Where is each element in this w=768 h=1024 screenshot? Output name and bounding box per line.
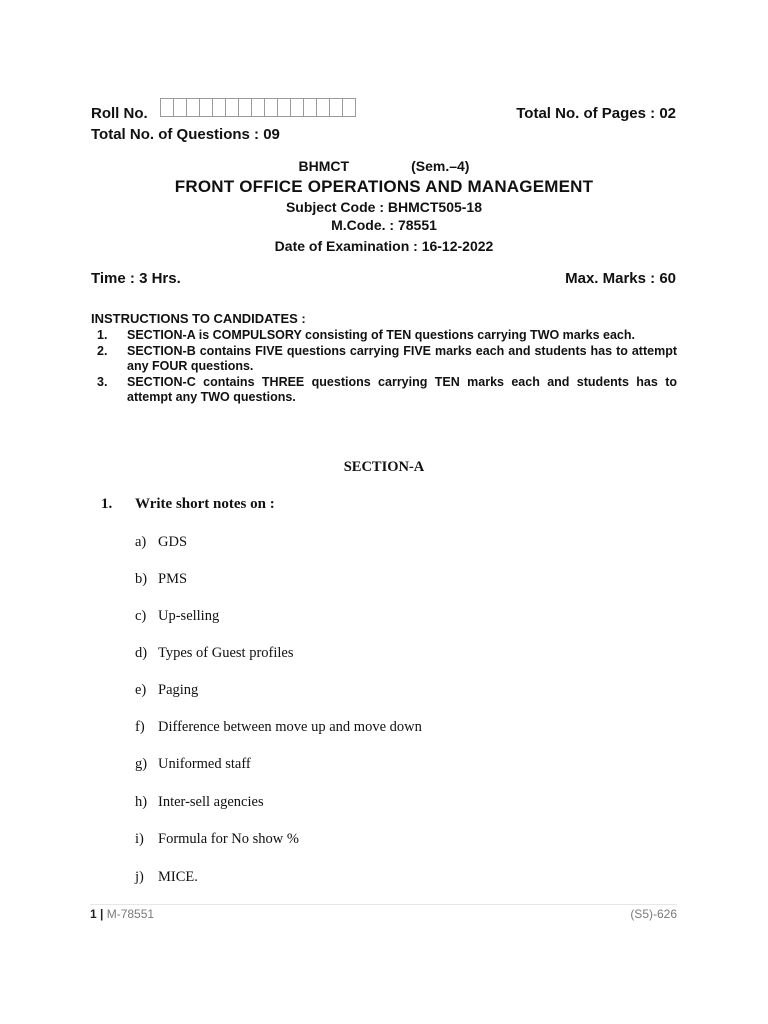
roll-digit-box[interactable] bbox=[160, 98, 174, 117]
subquestion-text: Up-selling bbox=[158, 608, 220, 624]
subquestion-h bbox=[135, 794, 264, 811]
roll-number-label: Roll No. bbox=[91, 105, 148, 122]
subquestion-label: g) bbox=[135, 756, 148, 772]
roll-digit-box[interactable] bbox=[264, 98, 278, 117]
subquestion-label: j) bbox=[135, 869, 144, 885]
subquestion-label: a) bbox=[135, 534, 147, 550]
instruction-item bbox=[91, 328, 677, 344]
subquestion-text: Inter-sell agencies bbox=[158, 794, 264, 810]
roll-digit-box[interactable] bbox=[329, 98, 343, 117]
subquestion-e bbox=[135, 682, 198, 699]
course-line bbox=[0, 158, 768, 174]
footer-left bbox=[90, 907, 154, 921]
subquestion-label: d) bbox=[135, 645, 148, 661]
question-1 bbox=[101, 496, 275, 513]
instructions-heading: INSTRUCTIONS TO CANDIDATES : bbox=[91, 311, 306, 326]
subquestion-label: i) bbox=[135, 831, 144, 847]
subject-title: FRONT OFFICE OPERATIONS AND MANAGEMENT bbox=[174, 177, 594, 196]
subquestion-g bbox=[135, 756, 251, 773]
roll-digit-box[interactable] bbox=[186, 98, 200, 117]
question-number: 1. bbox=[101, 496, 113, 512]
roll-digit-box[interactable] bbox=[290, 98, 304, 117]
subquestion-a bbox=[135, 534, 187, 551]
subquestion-text: Uniformed staff bbox=[158, 756, 251, 772]
roll-digit-box[interactable] bbox=[212, 98, 226, 117]
roll-digit-box[interactable] bbox=[277, 98, 291, 117]
roll-digit-box[interactable] bbox=[303, 98, 317, 117]
instruction-number: 3. bbox=[97, 374, 108, 389]
total-pages: Total No. of Pages : 02 bbox=[516, 105, 676, 122]
exam-time: Time : 3 Hrs. bbox=[91, 270, 181, 287]
subquestion-d bbox=[135, 645, 294, 662]
subquestion-b bbox=[135, 571, 187, 588]
instruction-text: SECTION-B contains FIVE questions carrying FIVE marks each and students has to attempt any FOUR questions. bbox=[127, 343, 677, 373]
subquestion-label: e) bbox=[135, 682, 147, 698]
roll-digit-box[interactable] bbox=[238, 98, 252, 117]
footer-mcode: M-78551 bbox=[106, 907, 155, 921]
roll-digit-box[interactable] bbox=[173, 98, 187, 117]
question-text: Write short notes on : bbox=[135, 496, 275, 512]
subquestion-text: Formula for No show % bbox=[158, 831, 299, 847]
instructions-list bbox=[91, 328, 677, 406]
max-marks: Max. Marks : 60 bbox=[565, 270, 676, 287]
roll-number-boxes[interactable] bbox=[160, 98, 355, 117]
subquestion-label: c) bbox=[135, 608, 147, 624]
subquestion-j bbox=[135, 869, 198, 886]
subquestion-label: h) bbox=[135, 794, 148, 810]
subquestion-text: Difference between move up and move down bbox=[158, 719, 422, 735]
instruction-item bbox=[91, 344, 677, 375]
subquestion-text: MICE. bbox=[158, 869, 198, 885]
footer-paper-code: (S5)-626 bbox=[630, 907, 677, 921]
instruction-number: 1. bbox=[97, 328, 108, 342]
footer-divider bbox=[90, 904, 677, 905]
subquestion-text: Types of Guest profiles bbox=[158, 645, 294, 661]
instruction-text: SECTION-A is COMPULSORY consisting of TEN questions carrying TWO marks each. bbox=[127, 328, 635, 342]
subject-code: Subject Code : BHMCT505-18 bbox=[285, 199, 483, 215]
roll-digit-box[interactable] bbox=[199, 98, 213, 117]
instruction-item bbox=[91, 375, 677, 406]
roll-digit-box[interactable] bbox=[251, 98, 265, 117]
subquestion-label: f) bbox=[135, 719, 145, 735]
subquestion-text: PMS bbox=[158, 571, 188, 587]
semester: (Sem.–4) bbox=[411, 158, 470, 174]
subquestion-c bbox=[135, 608, 219, 625]
section-a-heading: SECTION-A bbox=[343, 459, 425, 475]
instruction-number: 2. bbox=[97, 343, 108, 358]
roll-digit-box[interactable] bbox=[316, 98, 330, 117]
roll-digit-box[interactable] bbox=[342, 98, 356, 117]
instruction-text: SECTION-C contains THREE questions carrying TEN marks each and students has to attempt any TWO questions. bbox=[127, 374, 677, 404]
course-name: BHMCT bbox=[298, 158, 350, 174]
subquestion-i bbox=[135, 831, 299, 848]
subquestion-f bbox=[135, 719, 422, 736]
page-number: 1 | bbox=[90, 907, 104, 921]
exam-date: Date of Examination : 16-12-2022 bbox=[274, 238, 494, 254]
m-code: M.Code. : 78551 bbox=[331, 217, 437, 233]
subquestion-label: b) bbox=[135, 571, 148, 587]
roll-digit-box[interactable] bbox=[225, 98, 239, 117]
total-questions: Total No. of Questions : 09 bbox=[91, 126, 280, 143]
subquestion-text: Paging bbox=[158, 682, 199, 698]
subquestion-text: GDS bbox=[158, 534, 188, 550]
